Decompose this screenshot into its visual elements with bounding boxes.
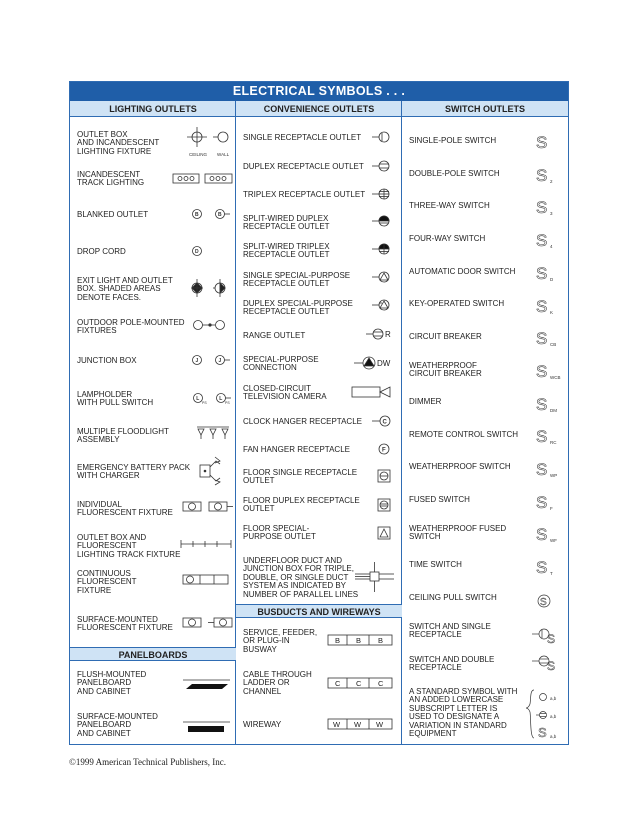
range-outlet-symbol (364, 327, 394, 341)
clock-hanger-label: CLOCK HANGER RECEPTACLE (243, 417, 362, 426)
switch-subscript: D (550, 277, 554, 282)
special-duplex-label: DUPLEX SPECIAL-PURPOSE RECEPTACLE OUTLET (243, 299, 353, 317)
switch-symbols (532, 130, 568, 650)
variation-receptacle (540, 712, 547, 719)
outdoor-pole-label: OUTDOOR POLE-MOUNTED FIXTURES (77, 318, 185, 336)
switch-s-glyph: S (536, 133, 548, 152)
junction-box-symbol (188, 353, 234, 367)
outlet-box-symbol (180, 126, 234, 160)
symbols-sheet (69, 81, 569, 745)
floor-duplex-label: FLOOR DUPLEX RECEPTACLE OUTLET (243, 496, 360, 514)
fan-hanger-label: FAN HANGER RECEPTACLE (243, 445, 350, 454)
ceiling-caption: CEILING (189, 152, 208, 157)
switch-subscript: K (550, 310, 554, 315)
cctv-label: CLOSED-CIRCUIT TELEVISION CAMERA (243, 384, 327, 402)
cable-ladder-label: CABLE THROUGH LADDER OR CHANNEL (243, 670, 312, 696)
svg-text:C: C (356, 679, 362, 688)
wall-caption: WALL (217, 152, 230, 157)
switch-single-recept-symbol (532, 629, 555, 646)
svg-text:C: C (378, 679, 384, 688)
switch-subscript: WP (550, 473, 558, 478)
lampholder-symbol (190, 390, 234, 408)
variation-subscript: a,b (550, 714, 557, 719)
ceiling-pull-label: CEILING PULL SWITCH (409, 593, 497, 602)
split-triplex-symbol (370, 242, 396, 256)
track-lighting-label: INCANDESCENT TRACK LIGHTING (77, 170, 145, 188)
key-operated-label: KEY-OPERATED SWITCH (409, 299, 505, 308)
svg-text:J: J (195, 358, 199, 364)
time-switch-label: TIME SWITCH (409, 560, 462, 569)
lighting-outlet-box-label: OUTLET BOX AND INCANDESCENT LIGHTING FIXTURE (77, 130, 160, 156)
fluorescent-fixture-symbol (182, 501, 234, 513)
floor-special-symbol (376, 525, 394, 541)
switch-subscript: WCB (550, 375, 561, 380)
copyright-footer: ©1999 American Technical Publishers, Inc. (69, 757, 227, 767)
blanked-outlet-label: BLANKED OUTLET (77, 210, 149, 219)
cctv-symbol (350, 384, 394, 400)
switch-subscript: RC (550, 440, 557, 445)
svg-text:B: B (218, 212, 222, 218)
svg-text:W: W (333, 720, 341, 729)
four-way-label: FOUR-WAY SWITCH (409, 234, 486, 243)
svg-text:J: J (218, 358, 222, 364)
switch-subscript: 4 (550, 244, 553, 249)
drop-cord-label: DROP CORD (77, 247, 126, 256)
surface-fluor-symbol (182, 617, 234, 629)
remote-control-label: REMOTE CONTROL SWITCH (409, 430, 519, 439)
svg-text:R: R (385, 330, 391, 339)
switch-subscript: 2 (550, 179, 553, 184)
switch-s-glyph: S (536, 493, 548, 512)
split-duplex-label: SPLIT-WIRED DUPLEX RECEPTACLE OUTLET (243, 214, 330, 232)
underfloor-duct-symbol (354, 561, 396, 593)
switch-subscript: T (550, 571, 553, 576)
floor-special-label: FLOOR SPECIAL- PURPOSE OUTLET (243, 524, 316, 542)
switch-subscript: CB (550, 342, 557, 347)
variation-brace (526, 690, 534, 738)
svg-text:S: S (540, 597, 547, 608)
svg-text:B: B (378, 636, 384, 645)
underfloor-duct-label: UNDERFLOOR DUCT AND JUNCTION BOX FOR TRIPLE, DOUBLE, OR SINGLE DUCT SYSTEM AS INDICATED BY NUMBER OF PARALLEL LINES (243, 556, 359, 599)
switch-double-recept-symbol (532, 656, 555, 673)
switch-subscript: DM (550, 408, 557, 413)
switch-header: SWITCH OUTLETS (402, 101, 568, 117)
switch-subscript: F (550, 506, 553, 511)
cable-ladder-symbol (326, 676, 394, 690)
exit-light-symbol (187, 277, 233, 299)
switch-s-glyph: S (536, 264, 548, 283)
switch-s-glyph: S (536, 166, 548, 185)
svg-text:B: B (356, 636, 362, 645)
busducts-header: BUSDUCTS AND WIREWAYS (236, 604, 402, 618)
junction-box-label: JUNCTION BOX (77, 356, 137, 365)
svg-text:C: C (382, 419, 387, 426)
svg-text:S: S (547, 632, 556, 646)
split-triplex-label: SPLIT-WIRED TRIPLEX RECEPTACLE OUTLET (243, 242, 330, 260)
continuous-fluor-symbol (182, 574, 230, 586)
fan-hanger-symbol (374, 442, 394, 456)
floodlight-label: MULTIPLE FLOODLIGHT ASSEMBLY (77, 427, 169, 445)
switch-s-glyph: S (536, 198, 548, 217)
switch-s-glyph: S (536, 427, 548, 446)
svg-text:C: C (335, 679, 341, 688)
outdoor-pole-symbol (192, 318, 230, 332)
wp-fused-label: WEATHERPROOF FUSED SWITCH (409, 524, 507, 542)
wireway-symbol (326, 717, 394, 731)
battery-pack-label: EMERGENCY BATTERY PACK WITH CHARGER (77, 463, 191, 481)
svg-text:W: W (376, 720, 384, 729)
convenience-header: CONVENIENCE OUTLETS (236, 101, 402, 117)
page-title: ELECTRICAL SYMBOLS . . . (70, 82, 568, 101)
special-connection-symbol (352, 356, 396, 370)
busway-symbol (326, 633, 394, 647)
wireway-label: WIREWAY (243, 720, 282, 729)
variation-subscript: a,b (550, 734, 557, 739)
variation-circle (540, 694, 547, 701)
triplex-receptacle-symbol (370, 187, 396, 201)
continuous-fluor-label: CONTINUOUS FLUORESCENT FIXTURE (77, 569, 137, 595)
svg-text:D: D (195, 249, 199, 255)
triplex-receptacle-label: TRIPLEX RECEPTACLE OUTLET (243, 190, 366, 199)
dimmer-label: DIMMER (409, 397, 442, 406)
switch-s-glyph: S (536, 525, 548, 544)
single-receptacle-symbol (370, 130, 396, 144)
floor-single-symbol (376, 468, 394, 484)
special-connection-label: SPECIAL-PURPOSE CONNECTION (243, 355, 319, 373)
svg-text:DW: DW (377, 359, 391, 368)
clock-hanger-symbol (370, 414, 396, 428)
special-duplex-symbol (370, 298, 396, 312)
svg-text:S: S (547, 659, 556, 673)
switch-s-glyph: S (536, 460, 548, 479)
switch-subscript: 3 (550, 211, 553, 216)
column-divider (401, 101, 402, 744)
track-fixture-label: OUTLET BOX AND FLUORESCENT LIGHTING TRACK FIXTURE (77, 533, 181, 559)
single-receptacle-label: SINGLE RECEPTACLE OUTLET (243, 133, 362, 142)
svg-text:B: B (335, 636, 341, 645)
double-pole-label: DOUBLE-POLE SWITCH (409, 169, 500, 178)
switch-extra-symbols (526, 652, 568, 744)
switch-s-glyph: S (536, 297, 548, 316)
wp-breaker-label: WEATHERPROOF CIRCUIT BREAKER (409, 361, 482, 379)
svg-text:L: L (219, 396, 223, 402)
svg-text:PS: PS (202, 401, 207, 405)
auto-door-label: AUTOMATIC DOOR SWITCH (409, 267, 516, 276)
lampholder-label: LAMPHOLDER WITH PULL SWITCH (77, 390, 154, 408)
ceiling-pull-symbol (538, 595, 550, 608)
svg-text:PS: PS (225, 401, 230, 405)
switch-s-glyph: S (536, 558, 548, 577)
battery-pack-symbol (198, 455, 226, 489)
duplex-receptacle-label: DUPLEX RECEPTACLE OUTLET (243, 162, 364, 171)
panelboards-header: PANELBOARDS (70, 647, 236, 661)
fused-switch-label: FUSED SWITCH (409, 495, 470, 504)
flush-panelboard-symbol (182, 678, 232, 690)
special-single-symbol (370, 270, 396, 284)
floodlight-symbol (196, 425, 232, 441)
variation-s-glyph: S (538, 725, 547, 740)
special-single-label: SINGLE SPECIAL-PURPOSE RECEPTACLE OUTLET (243, 271, 351, 289)
switch-s-glyph: S (536, 329, 548, 348)
circuit-breaker-label: CIRCUIT BREAKER (409, 332, 482, 341)
surface-panelboard-label: SURFACE-MOUNTED PANELBOARD AND CABINET (77, 712, 158, 738)
weatherproof-switch-label: WEATHERPROOF SWITCH (409, 462, 511, 471)
svg-text:W: W (354, 720, 362, 729)
busway-label: SERVICE, FEEDER, OR PLUG-IN BUSWAY (243, 628, 318, 654)
surface-fluor-label: SURFACE-MOUNTED FLUORESCENT FIXTURE (77, 615, 173, 633)
range-outlet-label: RANGE OUTLET (243, 331, 306, 340)
switch-double-recept-label: SWITCH AND DOUBLE RECEPTACLE (409, 655, 495, 673)
flush-panelboard-label: FLUSH-MOUNTED PANELBOARD AND CABINET (77, 670, 147, 696)
track-fixture-symbol (180, 538, 232, 550)
switch-s-glyph: S (536, 395, 548, 414)
svg-text:B: B (195, 212, 199, 218)
switch-s-glyph: S (536, 362, 548, 381)
surface-panelboard-symbol (182, 720, 232, 734)
variation-subscript: a,b (550, 696, 557, 701)
three-way-label: THREE-WAY SWITCH (409, 201, 490, 210)
single-pole-label: SINGLE-POLE SWITCH (409, 136, 497, 145)
floor-duplex-symbol (376, 497, 394, 513)
standard-symbol-note: A STANDARD SYMBOL WITH AN ADDED LOWERCASE SUBSCRIPT LETTER IS USED TO DESIGNATE A VARIATION IN STANDARD EQUIPMENT (409, 687, 518, 739)
fluorescent-fixture-label: INDIVIDUAL FLUORESCENT FIXTURE (77, 500, 173, 518)
svg-text:L: L (196, 396, 200, 402)
split-duplex-symbol (370, 214, 396, 228)
floor-single-label: FLOOR SINGLE RECEPTACLE OUTLET (243, 468, 358, 486)
switch-subscript: WF (550, 538, 557, 543)
duplex-receptacle-symbol (370, 159, 396, 173)
drop-cord-symbol (188, 244, 208, 258)
svg-text:F: F (382, 447, 386, 454)
track-lighting-symbol (172, 172, 234, 186)
lighting-header: LIGHTING OUTLETS (70, 101, 236, 117)
exit-light-label: EXIT LIGHT AND OUTLET BOX. SHADED AREAS DENOTE FACES. (77, 276, 173, 302)
switch-s-glyph: S (536, 231, 548, 250)
switch-single-recept-label: SWITCH AND SINGLE RECEPTACLE (409, 622, 491, 640)
blanked-outlet-symbol (188, 207, 234, 221)
